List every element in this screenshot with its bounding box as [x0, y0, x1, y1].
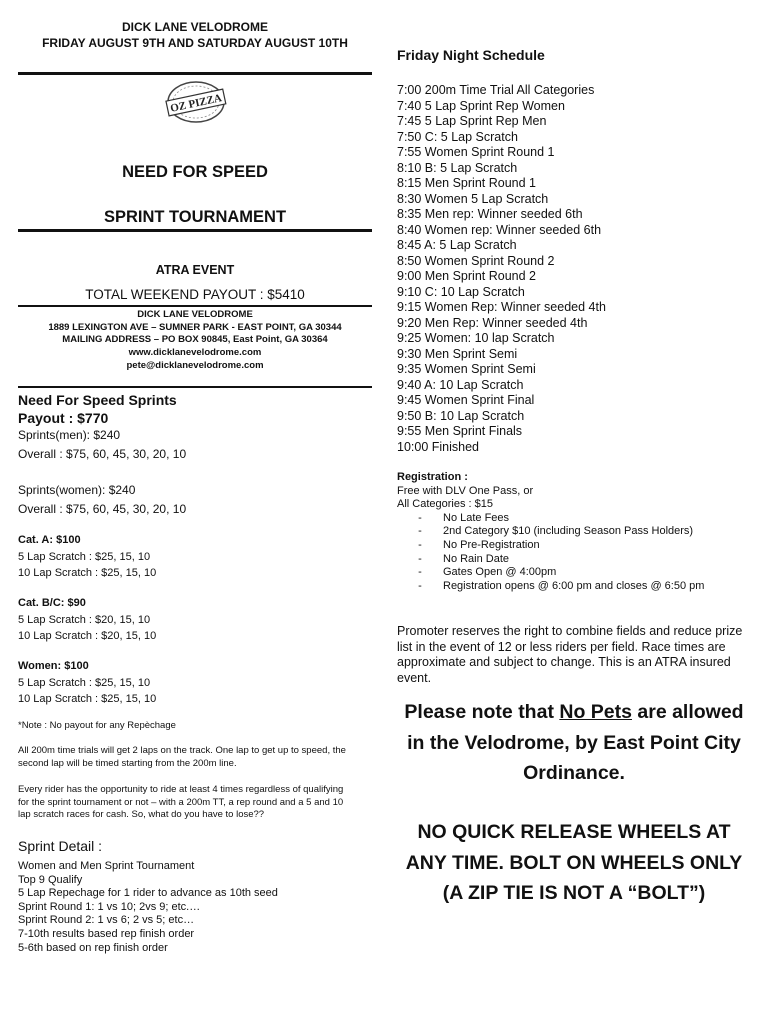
registration-item [397, 580, 704, 594]
men-overall: Overall : $75, 60, 45, 30, 20, 10 [18, 447, 187, 461]
wheels-line: NO QUICK RELEASE WHEELS AT [417, 821, 731, 843]
cat-race: 10 Lap Scratch : $20, 15, 10 [18, 630, 157, 642]
women-sprints-section [18, 482, 378, 519]
registration-item-text: Registration opens @ 6:00 pm and closes @ 6:50 pm [443, 579, 705, 592]
schedule-heading: Friday Night Schedule [397, 47, 545, 63]
cat-race: 5 Lap Scratch : $20, 15, 10 [18, 613, 151, 626]
title-line-2: SPRINT TOURNAMENT [103, 208, 287, 226]
sprints-payout: Payout : $770 [18, 410, 109, 426]
ride-opportunity-note [18, 784, 343, 822]
cat-race: 5 Lap Scratch : $25, 15, 10 [18, 550, 151, 563]
detail-line: Top 9 Qualify [18, 873, 83, 886]
cat-race: 10 Lap Scratch : $25, 15, 10 [18, 567, 157, 579]
registration-item [397, 525, 704, 539]
repechage-note: *Note : No payout for any Repèchage [18, 720, 176, 731]
registration-heading: Registration : [397, 471, 468, 483]
time-trial-note [18, 745, 346, 770]
schedule-item: 9:45 Women Sprint Final [397, 393, 535, 407]
detail-line: 5 Lap Repechage for 1 rider to advance as 10th seed [18, 887, 278, 900]
address-mailing: MAILING ADDRESS – PO BOX 90845, East Point, GA 30364 [62, 334, 328, 346]
promoter-line: approximate and subject to change. This is an ATRA insured [397, 655, 731, 669]
event-header [18, 19, 372, 51]
registration-item [397, 553, 704, 567]
note-line: lap scratch races for cash. So, what do you have to lose?? [18, 809, 265, 820]
schedule-item: 8:15 Men Sprint Round 1 [397, 176, 536, 190]
cat-bc [18, 595, 156, 645]
detail-line: 5-6th based on rep finish order [18, 941, 168, 954]
detail-line: Women and Men Sprint Tournament [18, 860, 195, 872]
women-overall: Overall : $75, 60, 45, 30, 20, 10 [18, 502, 187, 516]
address-block [18, 309, 372, 373]
no-pets-emphasis: No Pets [559, 701, 632, 723]
schedule-item: 10:00 Finished [397, 439, 480, 454]
schedule-item: 9:30 Men Sprint Semi [397, 346, 518, 361]
promoter-line: event. [397, 670, 432, 685]
promoter-line: Promoter reserves the right to combine fields and reduce prize [397, 624, 743, 638]
cat-heading: Cat. B/C: $90 [18, 597, 86, 609]
wheels-notice [388, 817, 760, 909]
divider [18, 229, 372, 232]
promoter-note [397, 624, 742, 686]
divider [18, 386, 372, 388]
pets-text: Please note that [404, 701, 560, 723]
registration-list [397, 512, 704, 594]
bullet-dash: - [418, 566, 422, 579]
cat-heading: Cat. A: $100 [18, 534, 81, 546]
schedule-item: 8:30 Women 5 Lap Scratch [397, 191, 549, 206]
address-street: 1889 LEXINGTON AVE – SUMNER PARK - EAST POINT, GA 30344 [48, 321, 342, 333]
schedule-item: 9:10 C: 10 Lap Scratch [397, 284, 525, 299]
divider [18, 305, 372, 307]
schedule-item: 7:50 C: 5 Lap Scratch [397, 129, 518, 144]
schedule-item: 9:15 Women Rep: Winner seeded 4th [397, 300, 606, 314]
schedule-item: 9:40 A: 10 Lap Scratch [397, 377, 524, 392]
cat-race: 5 Lap Scratch : $25, 15, 10 [18, 676, 151, 689]
title-line-1: NEED FOR SPEED [122, 163, 268, 181]
detail-line: Sprint Round 2: 1 vs 6; 2 vs 5; etc… [18, 914, 195, 927]
schedule-item: 9:00 Men Sprint Round 2 [397, 269, 536, 283]
detail-line: Sprint Round 1: 1 vs 10; 2vs 9; etc.… [18, 900, 201, 913]
schedule-item: 8:45 A: 5 Lap Scratch [397, 238, 517, 252]
address-name: DICK LANE VELODROME [137, 309, 253, 320]
schedule-item: 8:40 Women rep: Winner seeded 6th [397, 222, 602, 237]
note-line: Every rider has the opportunity to ride at least 4 times regardless of qualifying [18, 784, 344, 795]
divider [18, 72, 372, 75]
registration-item [397, 566, 704, 580]
note-line: second lap will be timed starting from the 200m line. [18, 757, 237, 769]
registration-item-text: No Pre-Registration [443, 538, 540, 551]
sprint-detail-list [18, 860, 278, 955]
registration-item-text: No Rain Date [443, 552, 510, 565]
schedule-item: 9:35 Women Sprint Semi [397, 362, 536, 376]
detail-line: 7-10th results based rep finish order [18, 927, 195, 940]
cat-a [18, 532, 156, 582]
schedule-item: 7:00 200m Time Trial All Categories [397, 83, 595, 97]
pets-line: Ordinance. [523, 762, 625, 784]
pets-text: are allowed [631, 701, 744, 723]
registration-item [397, 539, 704, 553]
total-payout: TOTAL WEEKEND PAYOUT : $5410 [85, 287, 305, 302]
venue-title: DICK LANE VELODROME [121, 20, 268, 34]
schedule-item: 9:20 Men Rep: Winner seeded 4th [397, 315, 588, 330]
sprints-section [18, 392, 378, 464]
note-line: All 200m time trials will get 2 laps on the track. One lap to get up to speed, the [18, 745, 346, 756]
promoter-line: list in the event of 12 or less riders per field. Race times are [397, 639, 726, 654]
pets-line [388, 697, 760, 728]
schedule-item: 9:50 B: 10 Lap Scratch [397, 408, 525, 423]
registration-section [397, 471, 704, 593]
registration-item-text: Gates Open @ 4:00pm [443, 566, 557, 579]
sprints-heading: Need For Speed Sprints [18, 392, 177, 408]
registration-line: Free with DLV One Pass, or [397, 484, 534, 497]
no-pets-notice [388, 697, 760, 789]
schedule-item: 9:25 Women: 10 lap Scratch [397, 331, 555, 345]
schedule-item: 9:55 Men Sprint Finals [397, 424, 523, 438]
schedule-item: 8:10 B: 5 Lap Scratch [397, 160, 518, 175]
bullet-dash: - [418, 579, 422, 592]
women-sprints: Sprints(women): $240 [18, 483, 136, 497]
schedule-item: 7:45 5 Lap Sprint Rep Men [397, 114, 547, 128]
cat-race: 10 Lap Scratch : $25, 15, 10 [18, 693, 157, 705]
schedule-item: 8:50 Women Sprint Round 2 [397, 253, 555, 268]
registration-item-text: 2nd Category $10 (including Season Pass Holders) [443, 525, 694, 538]
email-link[interactable]: pete@dicklanevelodrome.com [126, 359, 264, 371]
sprint-detail-heading: Sprint Detail : [18, 838, 103, 854]
schedule-item: 8:35 Men rep: Winner seeded 6th [397, 207, 583, 221]
bullet-dash: - [418, 525, 422, 538]
bullet-dash: - [418, 538, 422, 551]
schedule-list [397, 83, 606, 455]
event-dates: FRIDAY AUGUST 9TH AND SATURDAY AUGUST 10TH [42, 36, 348, 50]
registration-item [397, 512, 704, 526]
cat-women [18, 658, 156, 708]
note-line: for the sprint tournament or not – with a 200m TT, a rep round and a 5 and 10 [18, 796, 344, 808]
schedule-item: 7:40 5 Lap Sprint Rep Women [397, 98, 565, 113]
registration-item-text: No Late Fees [443, 511, 510, 524]
website-link[interactable]: www.dicklanevelodrome.com [128, 347, 262, 359]
atra-event: ATRA EVENT [155, 263, 235, 277]
pets-line: in the Velodrome, by East Point City [407, 731, 741, 754]
bullet-dash: - [418, 511, 422, 524]
wheels-line: (A ZIP TIE IS NOT A “BOLT”) [442, 882, 706, 904]
schedule-item: 7:55 Women Sprint Round 1 [397, 145, 555, 159]
logo-text: OZ PIZZA [169, 92, 223, 115]
oz-pizza-logo [160, 79, 232, 125]
bullet-dash: - [418, 552, 422, 565]
cat-heading: Women: $100 [18, 660, 89, 672]
registration-line: All Categories : $15 [397, 498, 493, 511]
wheels-line: ANY TIME. BOLT ON WHEELS ONLY [405, 851, 743, 874]
men-sprints: Sprints(men): $240 [18, 428, 121, 442]
